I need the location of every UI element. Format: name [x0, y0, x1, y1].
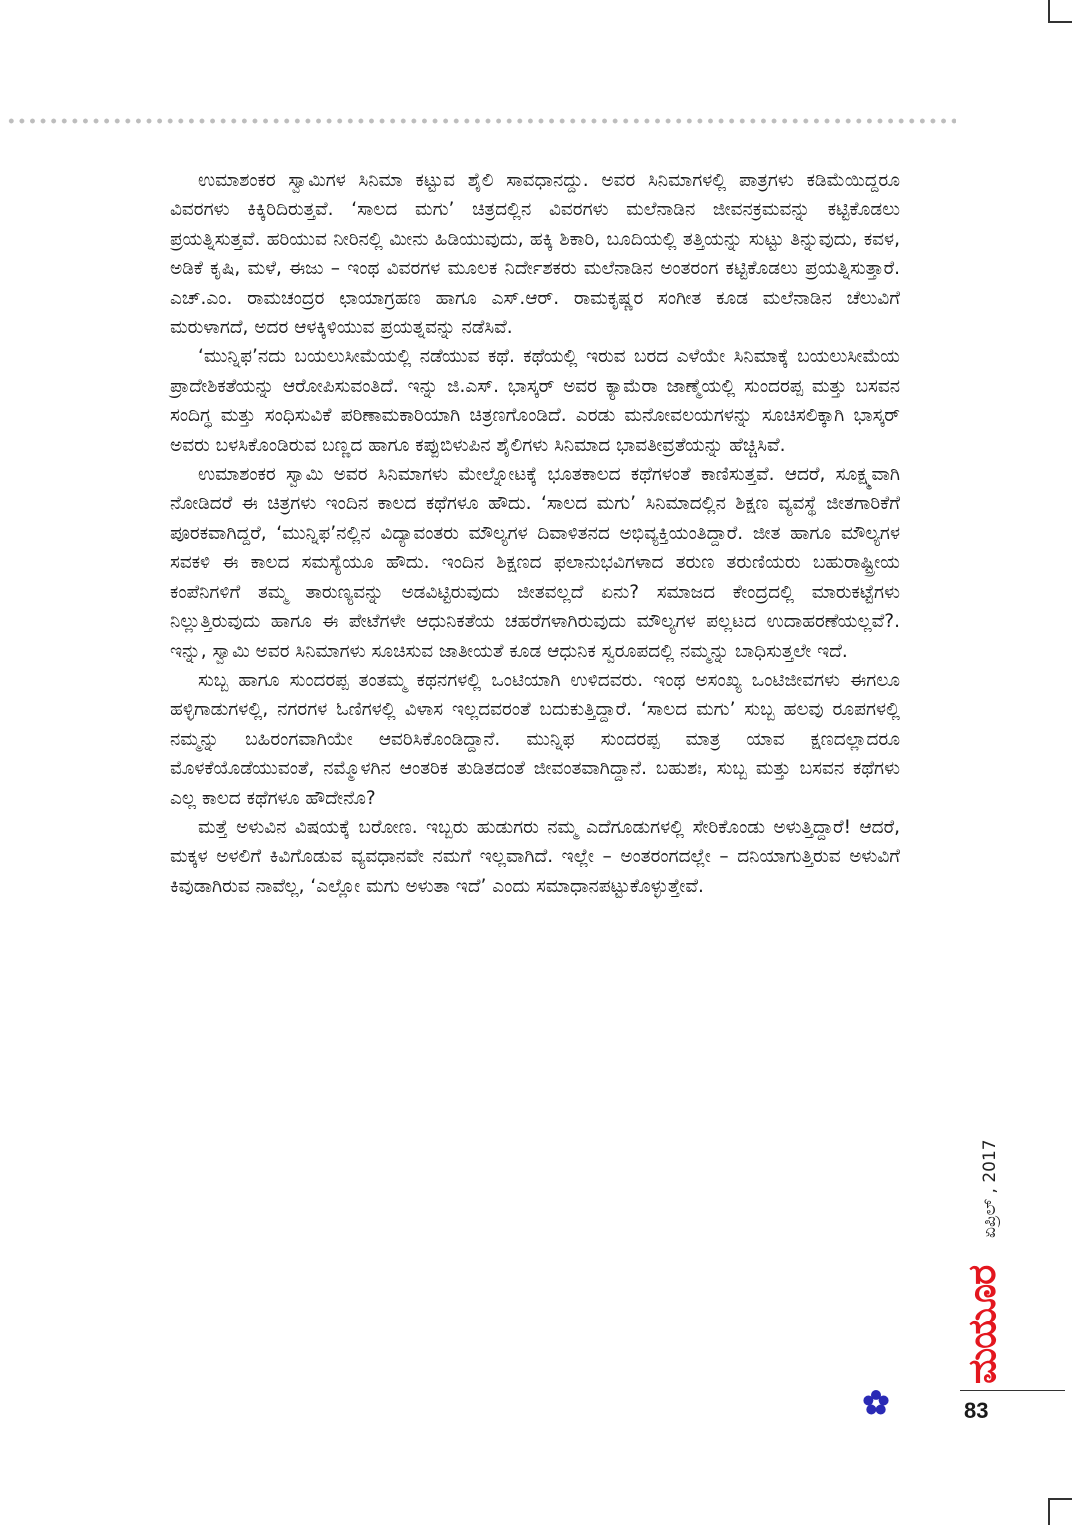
paragraph-3: ಉಮಾಶಂಕರ ಸ್ವಾಮಿ ಅವರ ಸಿನಿಮಾಗಳು ಮೇಲ್ನೋಟಕ್ಕೆ ಭೂತಕಾಲದ ಕಥೆಗಳಂತೆ ಕಾಣಿಸುತ್ತವೆ. ಆದರೆ, ಸೂಕ್ಷ್ಮವಾಗಿ ನೋಡಿದರೆ ಈ ಚಿತ್ರಗಳು ಇಂದಿನ ಕಾಲದ ಕಥೆಗಳೂ ಹೌದು. ‘ಸಾಲದ ಮಗು’ ಸಿನಿಮಾದಲ್ಲಿನ ಶಿಕ್ಷಣ ವ್ಯವಸ್ಥೆ ಜೀತಗಾರಿಕೆಗೆ ಪೂರಕವಾಗಿದ್ದರೆ, ‘ಮುನ್ನಿಫ’ನಲ್ಲಿನ ವಿದ್ಯಾವಂತರು ಮೌಲ್ಯಗಳ ದಿವಾಳಿತನದ ಅಭಿವ್ಯಕ್ತಿಯಂತಿದ್ದಾರೆ. ಜೀತ ಹಾಗೂ ಮೌಲ್ಯಗಳ ಸವಕಳಿ ಈ ಕಾಲದ ಸಮಸ್ಯೆಯೂ ಹೌದು. ಇಂದಿನ ಶಿಕ್ಷಣದ ಫಲಾನುಭವಿಗಳಾದ ತರುಣ ತರುಣಿಯರು ಬಹುರಾಷ್ಟ್ರೀಯ ಕಂಪೆನಿಗಳಿಗೆ ತಮ್ಮ ತಾರುಣ್ಯವನ್ನು ಅಡವಿಟ್ಟಿರುವುದು ಜೀತವಲ್ಲದೆ ಏನು? ಸಮಾಜದ ಕೇಂದ್ರದಲ್ಲಿ ಮಾರುಕಟ್ಟೆಗಳು ನಿಲ್ಲುತ್ತಿರುವುದು ಹಾಗೂ ಈ ಪೇಟೆಗಳೇ ಆಧುನಿಕತೆಯ ಚಹರೆಗಳಾಗಿರುವುದು ಮೌಲ್ಯಗಳ ಪಲ್ಲಟದ ಉದಾಹರಣೆಯಲ್ಲವೆ?. ಇನ್ನು, ಸ್ವಾಮಿ ಅವರ ಸಿನಿಮಾಗಳು ಸೂಚಿಸುವ ಜಾತೀಯತೆ ಕೂಡ ಆಧುನಿಕ ಸ್ವರೂಪದಲ್ಲಿ ನಮ್ಮನ್ನು ಬಾಧಿಸುತ್ತಲೇ ಇದೆ. [170, 464, 900, 662]
paragraph-2: ‘ಮುನ್ನಿಫ’ನದು ಬಯಲುಸೀಮೆಯಲ್ಲಿ ನಡೆಯುವ ಕಥೆ. ಕಥೆಯಲ್ಲಿ ಇರುವ ಬರದ ಎಳೆಯೇ ಸಿನಿಮಾಕ್ಕೆ ಬಯಲುಸೀಮೆಯ ಪ್ರಾದೇಶಿಕತೆಯನ್ನು ಆರೋಪಿಸುವಂತಿದೆ. ಇನ್ನು ಜಿ.ಎಸ್. ಭಾಸ್ಕರ್ ಅವರ ಕ್ಯಾಮೆರಾ ಜಾಣ್ಮೆಯಲ್ಲಿ ಸುಂದರಪ್ಪ ಮತ್ತು ಬಸವನ ಸಂದಿಗ್ಧ ಮತ್ತು ಸಂಧಿಸುವಿಕೆ ಪರಿಣಾಮಕಾರಿಯಾಗಿ ಚಿತ್ರಣಗೊಂಡಿದೆ. ಎರಡು ಮನೋವಲಯಗಳನ್ನು ಸೂಚಿಸಲಿಕ್ಕಾಗಿ ಭಾಸ್ಕರ್ ಅವರು ಬಳಸಿಕೊಂಡಿರುವ ಬಣ್ಣದ ಹಾಗೂ ಕಪ್ಪುಬಿಳುಪಿನ ಶೈಲಿಗಳು ಸಿನಿಮಾದ ಭಾವತೀವ್ರತೆಯನ್ನು ಹೆಚ್ಚಿಸಿವೆ. [170, 346, 900, 456]
paragraph-5: ಮತ್ತೆ ಅಳುವಿನ ವಿಷಯಕ್ಕೆ ಬರೋಣ. ಇಬ್ಬರು ಹುಡುಗರು ನಮ್ಮ ಎದೆಗೂಡುಗಳಲ್ಲಿ ಸೇರಿಕೊಂಡು ಅಳುತ್ತಿದ್ದಾರೆ! ಆದರೆ, ಮಕ್ಕಳ ಅಳಲಿಗೆ ಕಿವಿಗೊಡುವ ವ್ಯವಧಾನವೇ ನಮಗೆ ಇಲ್ಲವಾಗಿದೆ. ಇಲ್ಲೇ – ಅಂತರಂಗದಲ್ಲೇ – ದನಿಯಾಗುತ್ತಿರುವ ಅಳುವಿಗೆ ಕಿವುಡಾಗಿರುವ ನಾವೆಲ್ಲ, ‘ಎಲ್ಲೋ ಮಗು ಅಳುತಾ ಇದೆ’ ಎಂದು ಸಮಾಧಾನಪಟ್ಟುಕೊಳ್ಳುತ್ತೇವೆ. [170, 816, 900, 897]
paragraph-4: ಸುಬ್ಬ ಹಾಗೂ ಸುಂದರಪ್ಪ ತಂತಮ್ಮ ಕಥನಗಳಲ್ಲಿ ಒಂಟಿಯಾಗಿ ಉಳಿದವರು. ಇಂಥ ಅಸಂಖ್ಯ ಒಂಟಿಜೀವಗಳು ಈಗಲೂ ಹಳ್ಳಿಗಾಡುಗಳಲ್ಲಿ, ನಗರಗಳ ಓಣಿಗಳಲ್ಲಿ ವಿಳಾಸ ಇಲ್ಲದವರಂತೆ ಬದುಕುತ್ತಿದ್ದಾರೆ. ‘ಸಾಲದ ಮಗು’ ಸುಬ್ಬ ಹಲವು ರೂಪಗಳಲ್ಲಿ ನಮ್ಮನ್ನು ಬಹಿರಂಗವಾಗಿಯೇ ಆವರಿಸಿಕೊಂಡಿದ್ದಾನೆ. ಮುನ್ನಿಫ ಸುಂದರಪ್ಪ ಮಾತ್ರ ಯಾವ ಕ್ಷಣದಲ್ಲಾದರೂ ಮೊಳಕೆಯೊಡೆಯುವಂತೆ, ನಮ್ಮೊಳಗಿನ ಆಂತರಿಕ ತುಡಿತದಂತೆ ಜೀವಂತವಾಗಿದ್ದಾನೆ. ಬಹುಶಃ, ಸುಬ್ಬ ಮತ್ತು ಬಸವನ ಕಥೆಗಳು ಎಲ್ಲ ಕಾಲದ ಕಥೆಗಳೂ ಹೌದೇನೊ? [170, 669, 900, 809]
issue-date: ಏಪ್ರಿಲ್ , 2017 [980, 1139, 1000, 1238]
crop-mark-top-right-horizontal [1048, 21, 1072, 23]
crop-mark-bottom-right-horizontal [1048, 1498, 1072, 1500]
page-number-rule [960, 1390, 1065, 1391]
crop-mark-top-right-vertical [1048, 0, 1050, 22]
paragraph-1: ಉಮಾಶಂಕರ ಸ್ವಾಮಿಗಳ ಸಿನಿಮಾ ಕಟ್ಟುವ ಶೈಲಿ ಸಾವಧಾನದ್ದು. ಅವರ ಸಿನಿಮಾಗಳಲ್ಲಿ ಪಾತ್ರಗಳು ಕಡಿಮೆಯಿದ್ದರೂ ವಿವರಗಳು ಕಿಕ್ಕಿರಿದಿರುತ್ತವೆ. ‘ಸಾಲದ ಮಗು’ ಚಿತ್ರದಲ್ಲಿನ ವಿವರಗಳು ಮಲೆನಾಡಿನ ಜೀವನಕ್ರಮವನ್ನು ಕಟ್ಟಿಕೊಡಲು ಪ್ರಯತ್ನಿಸುತ್ತವೆ. ಹರಿಯುವ ನೀರಿನಲ್ಲಿ ಮೀನು ಹಿಡಿಯುವುದು, ಹಕ್ಕಿ ಶಿಕಾರಿ, ಬೂದಿಯಲ್ಲಿ ತತ್ತಿಯನ್ನು ಸುಟ್ಟು ತಿನ್ನುವುದು, ಕವಳ, ಅಡಿಕೆ ಕೃಷಿ, ಮಳೆ, ಈಜು – ಇಂಥ ವಿವರಗಳ ಮೂಲಕ ನಿರ್ದೇಶಕರು ಮಲೆನಾಡಿನ ಅಂತರಂಗ ಕಟ್ಟಿಕೊಡಲು ಪ್ರಯತ್ನಿಸುತ್ತಾರೆ. ಎಚ್.ಎಂ. ರಾಮಚಂದ್ರರ ಛಾಯಾಗ್ರಹಣ ಹಾಗೂ ಎಸ್.ಆರ್. ರಾಮಕೃಷ್ಣರ ಸಂಗೀತ ಕೂಡ ಮಲೆನಾಡಿನ ಚೆಲುವಿಗೆ ಮರುಳಾಗದೆ, ಅದರ ಆಳಕ್ಕಿಳಿಯುವ ಪ್ರಯತ್ನವನ್ನು ನಡೆಸಿವೆ. [170, 170, 900, 339]
magazine-logo: ಮಯೂರ [960, 1265, 1004, 1384]
dotted-divider [6, 118, 956, 124]
crop-mark-bottom-right-vertical [1048, 1498, 1050, 1525]
page-number: 83 [964, 1398, 989, 1423]
article-body [170, 166, 900, 901]
flower-icon [862, 1389, 890, 1417]
